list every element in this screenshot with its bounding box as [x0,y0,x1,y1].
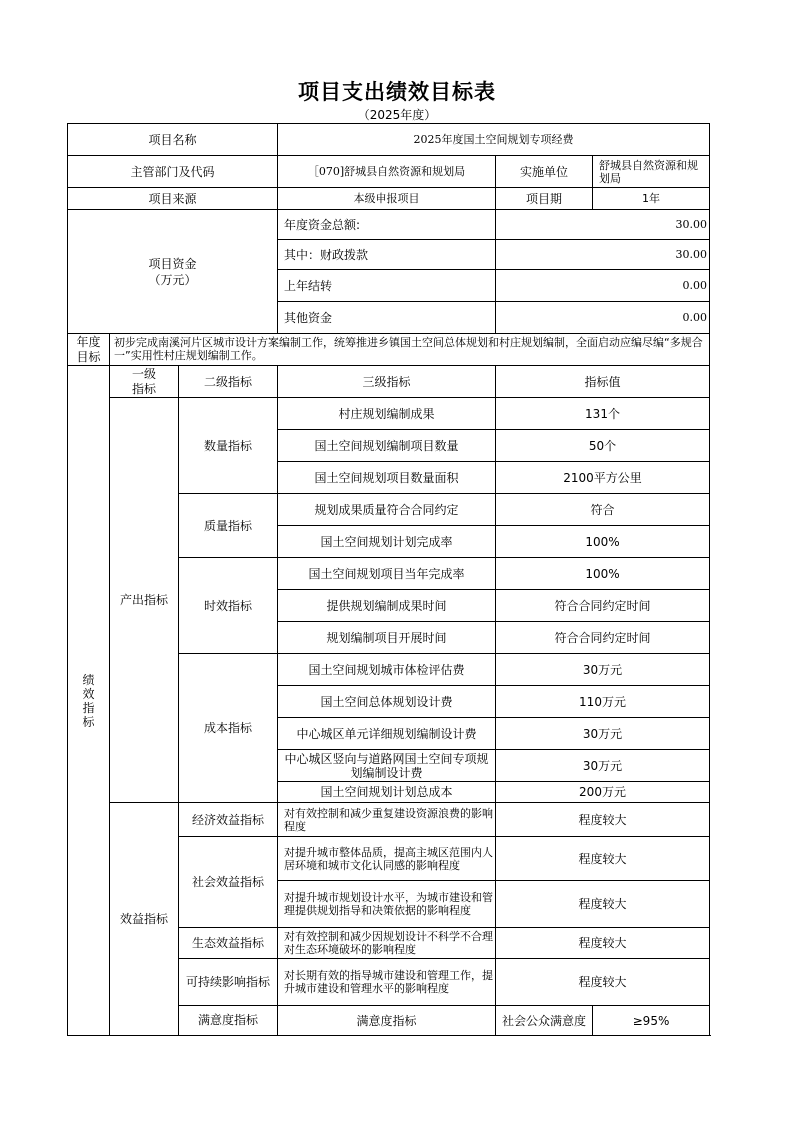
indicator-value: 程度较大 [496,959,710,1006]
indicator-value: 符合合同约定时间 [496,622,710,654]
value-header: 指标值 [496,366,710,398]
quantity-indicator-label: 数量指标 [179,398,278,494]
indicator-name: 国土空间规划计划完成率 [278,526,496,558]
performance-indicators-label: 绩 效 指 标 [68,366,110,1036]
funds-carryover-label: 上年结转 [278,270,496,302]
indicator-value: 30万元 [496,654,710,686]
indicator-value: 131个 [496,398,710,430]
timeliness-indicator-label: 时效指标 [179,558,278,654]
indicator-value: 程度较大 [496,928,710,959]
funds-other-value: 0.00 [496,302,710,334]
indicator-name: 社会公众满意度 [496,1006,593,1036]
indicator-name: 对长期有效的指导城市建设和管理工作，提升城市建设和管理水平的影响程度 [278,959,496,1006]
annual-objective-label: 年度 目标 [68,334,110,366]
benefit-indicator-label: 效益指标 [110,803,179,1036]
indicator-name: 中心城区竖向与道路网国土空间专项规划编制设计费 [278,750,496,782]
level1-header: 一级 指标 [110,366,179,398]
indicator-value: 2100平方公里 [496,462,710,494]
indicator-name: 国土空间规划计划总成本 [278,782,496,803]
indicator-value: 200万元 [496,782,710,803]
indicator-name: 国土空间总体规划设计费 [278,686,496,718]
satisfaction-indicator-label: 满意度指标 [179,1006,278,1036]
output-indicator-label: 产出指标 [110,398,179,803]
indicator-value: 符合合同约定时间 [496,590,710,622]
period-label: 项目期 [496,188,593,210]
indicator-value: 50个 [496,430,710,462]
indicator-name: 国土空间规划编制项目数量 [278,430,496,462]
indicator-value: 100% [496,526,710,558]
level3-header: 三级指标 [278,366,496,398]
economic-benefit-label: 经济效益指标 [179,803,278,837]
project-name-label: 项目名称 [68,124,278,156]
project-name-value: 2025年度国土空间规划专项经费 [278,124,710,156]
funds-total-label: 年度资金总额: [278,210,496,240]
indicator-name: 国土空间规划项目数量面积 [278,462,496,494]
indicator-name: 对有效控制和减少因规划设计不科学不合理对生态环境破坏的影响程度 [278,928,496,959]
indicator-value: 30万元 [496,750,710,782]
level2-header: 二级指标 [179,366,278,398]
indicator-value: 程度较大 [496,837,710,881]
indicator-name: 对提升城市整体品质，提高主城区范围内人居环境和城市文化认同感的影响程度 [278,837,496,881]
social-benefit-label: 社会效益指标 [179,837,278,928]
source-value: 本级申报项目 [278,188,496,210]
indicator-value: 程度较大 [496,803,710,837]
indicator-name: 对提升城市规划设计水平，为城市建设和管理提供规划指导和决策依据的影响程度 [278,881,496,928]
page-title: 项目支出绩效目标表 [298,80,496,104]
funds-carryover-value: 0.00 [496,270,710,302]
indicator-name: 规划成果质量符合合同约定 [278,494,496,526]
funds-label: 项目资金 （万元） [68,210,278,334]
annual-objective-text: 初步完成南溪河片区城市设计方案编制工作，统筹推进乡镇国土空间总体规划和村庄规划编制，全面启动应编尽编“多规合一”实用性村庄规划编制工作。 [110,334,710,366]
implementing-unit-label: 实施单位 [496,156,593,188]
indicator-name: 中心城区单元详细规划编制设计费 [278,718,496,750]
department-label: 主管部门及代码 [68,156,278,188]
performance-target-table [67,123,710,1036]
department-value: ［070]舒城县自然资源和规划局 [278,156,496,188]
indicator-value: 30万元 [496,718,710,750]
ecological-benefit-label: 生态效益指标 [179,928,278,959]
period-value: 1年 [593,188,710,210]
indicator-value: ≥95% [593,1006,710,1036]
indicator-name: 国土空间规划项目当年完成率 [278,558,496,590]
source-label: 项目来源 [68,188,278,210]
page-subtitle: （2025年度） [357,108,437,122]
indicator-name: 提供规划编制成果时间 [278,590,496,622]
indicator-name: 规划编制项目开展时间 [278,622,496,654]
implementing-unit-value: 舒城县自然资源和规划局 [593,156,710,188]
indicator-name: 国土空间规划城市体检评估费 [278,654,496,686]
indicator-value: 程度较大 [496,881,710,928]
funds-total-value: 30.00 [496,210,710,240]
quality-indicator-label: 质量指标 [179,494,278,558]
sustainable-impact-label: 可持续影响指标 [179,959,278,1006]
indicator-value: 100% [496,558,710,590]
indicator-name: 对有效控制和减少重复建设资源浪费的影响程度 [278,803,496,837]
funds-fiscal-value: 30.00 [496,240,710,270]
satisfaction-level2-label: 满意度指标 [278,1006,496,1036]
funds-fiscal-label: 其中：财政拨款 [278,240,496,270]
indicator-value: 110万元 [496,686,710,718]
indicator-name: 村庄规划编制成果 [278,398,496,430]
indicator-value: 符合 [496,494,710,526]
cost-indicator-label: 成本指标 [179,654,278,803]
funds-other-label: 其他资金 [278,302,496,334]
